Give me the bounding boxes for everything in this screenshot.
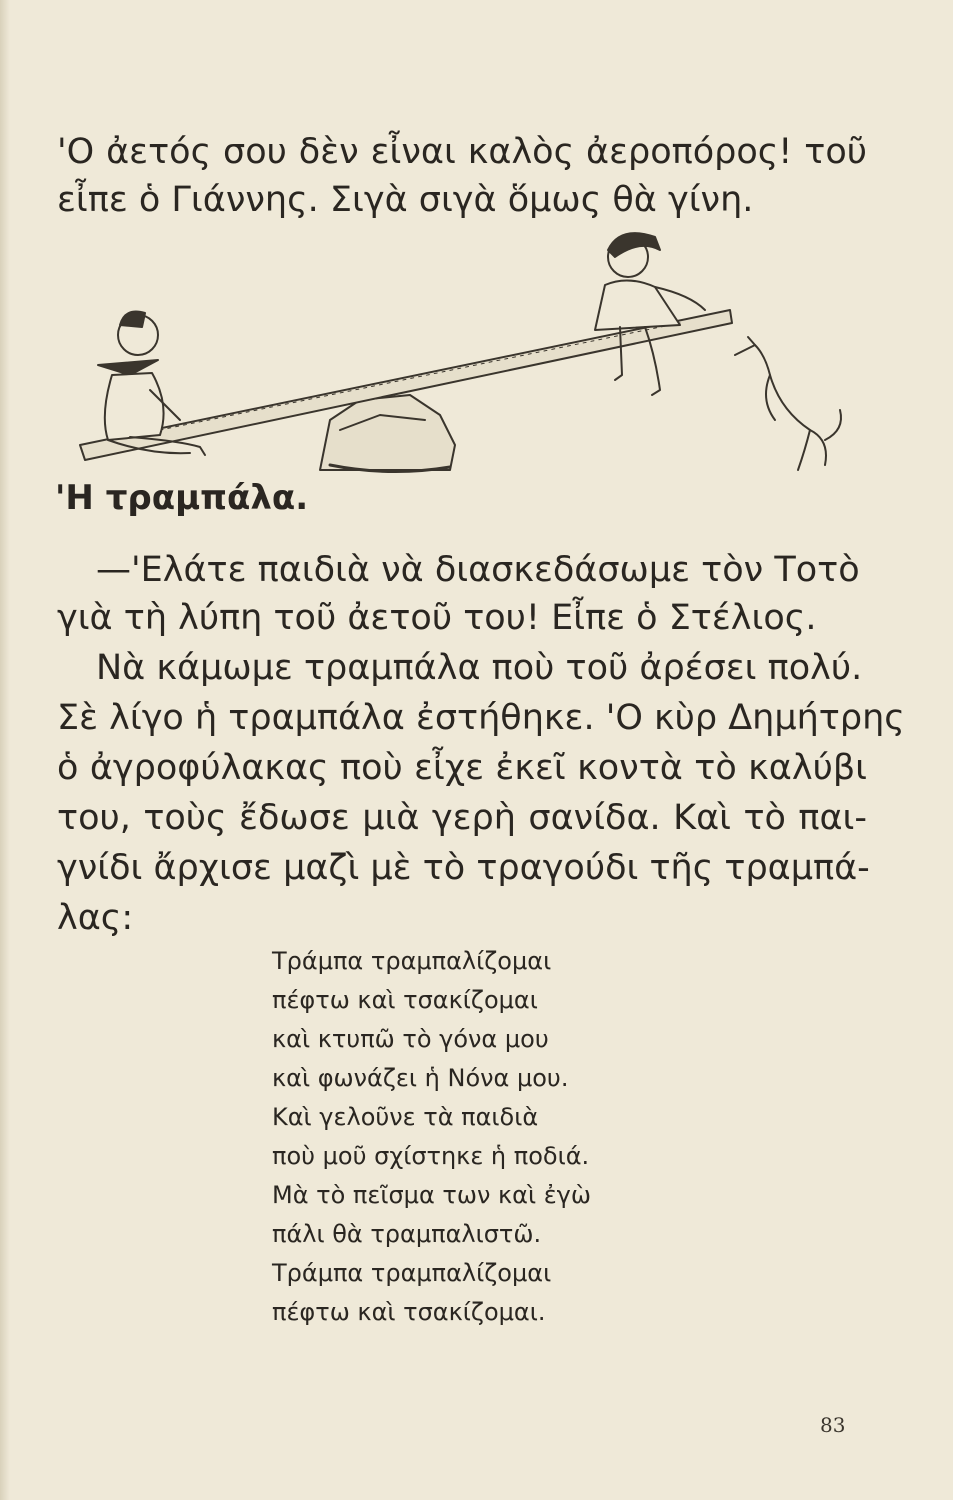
poem-line-3: καὶ κτυπῶ τὸ γόνα μου [272, 1025, 549, 1053]
body-line-3: Νὰ κάμωμε τραμπάλα ποὺ τοῦ ἀρέσει πολύ. [96, 648, 863, 688]
poem-line-6: ποὺ μοῦ σχίστηκε ἡ ποδιά. [272, 1142, 590, 1170]
poem-line-10: πέφτω καὶ τσακίζομαι. [272, 1298, 546, 1326]
girl-figure [595, 233, 705, 395]
poem-line-5: Καὶ γελοῦνε τὰ παιδιὰ [272, 1103, 539, 1131]
seesaw-illustration [30, 215, 850, 485]
body-line-1: —'Ελάτε παιδιὰ νὰ διασκεδάσωμε τὸν Τοτὸ [96, 550, 860, 590]
body-line-2: γιὰ τὴ λύπη τοῦ ἀετοῦ του! Εἶπε ὁ Στέλιος. [57, 598, 817, 638]
body-line-4: Σὲ λίγο ἡ τραμπάλα ἐστήθηκε. 'Ο κὺρ Δημήτρης [57, 698, 905, 738]
poem-line-2: πέφτω καὶ τσακίζομαι [272, 986, 538, 1014]
dog-figure [735, 337, 841, 470]
poem-line-7: Μὰ τὸ πεῖσμα των καὶ ἐγὼ [272, 1181, 591, 1209]
page-number: 83 [820, 1413, 846, 1437]
body-line-5: ὁ ἀγροφύλακας ποὺ εἶχε ἐκεῖ κοντὰ τὸ καλύβι [57, 748, 867, 788]
body-line-7: γνίδι ἄρχισε μαζὶ μὲ τὸ τραγούδι τῆς τραμπά- [57, 848, 870, 888]
intro-line-2: εἶπε ὁ Γιάννης. Σιγὰ σιγὰ ὅμως θὰ γίνη. [57, 180, 754, 220]
intro-line-1: 'Ο ἀετός σου δὲν εἶναι καλὸς ἀεροπόρος! τοῦ [57, 132, 867, 172]
body-line-8: λας: [57, 898, 134, 938]
poem-line-1: Τράμπα τραμπαλίζομαι [272, 947, 552, 975]
poem-line-8: πάλι θὰ τραμπαλιστῶ. [272, 1220, 542, 1248]
section-heading: 'Η τραμπάλα. [55, 478, 309, 518]
page-edge [0, 0, 10, 1500]
poem-line-4: καὶ φωνάζει ἡ Νόνα μου. [272, 1064, 569, 1092]
body-line-6: του, τοὺς ἔδωσε μιὰ γερὴ σανίδα. Καὶ τὸ παι- [57, 798, 867, 838]
poem-line-9: Τράμπα τραμπαλίζομαι [272, 1259, 552, 1287]
